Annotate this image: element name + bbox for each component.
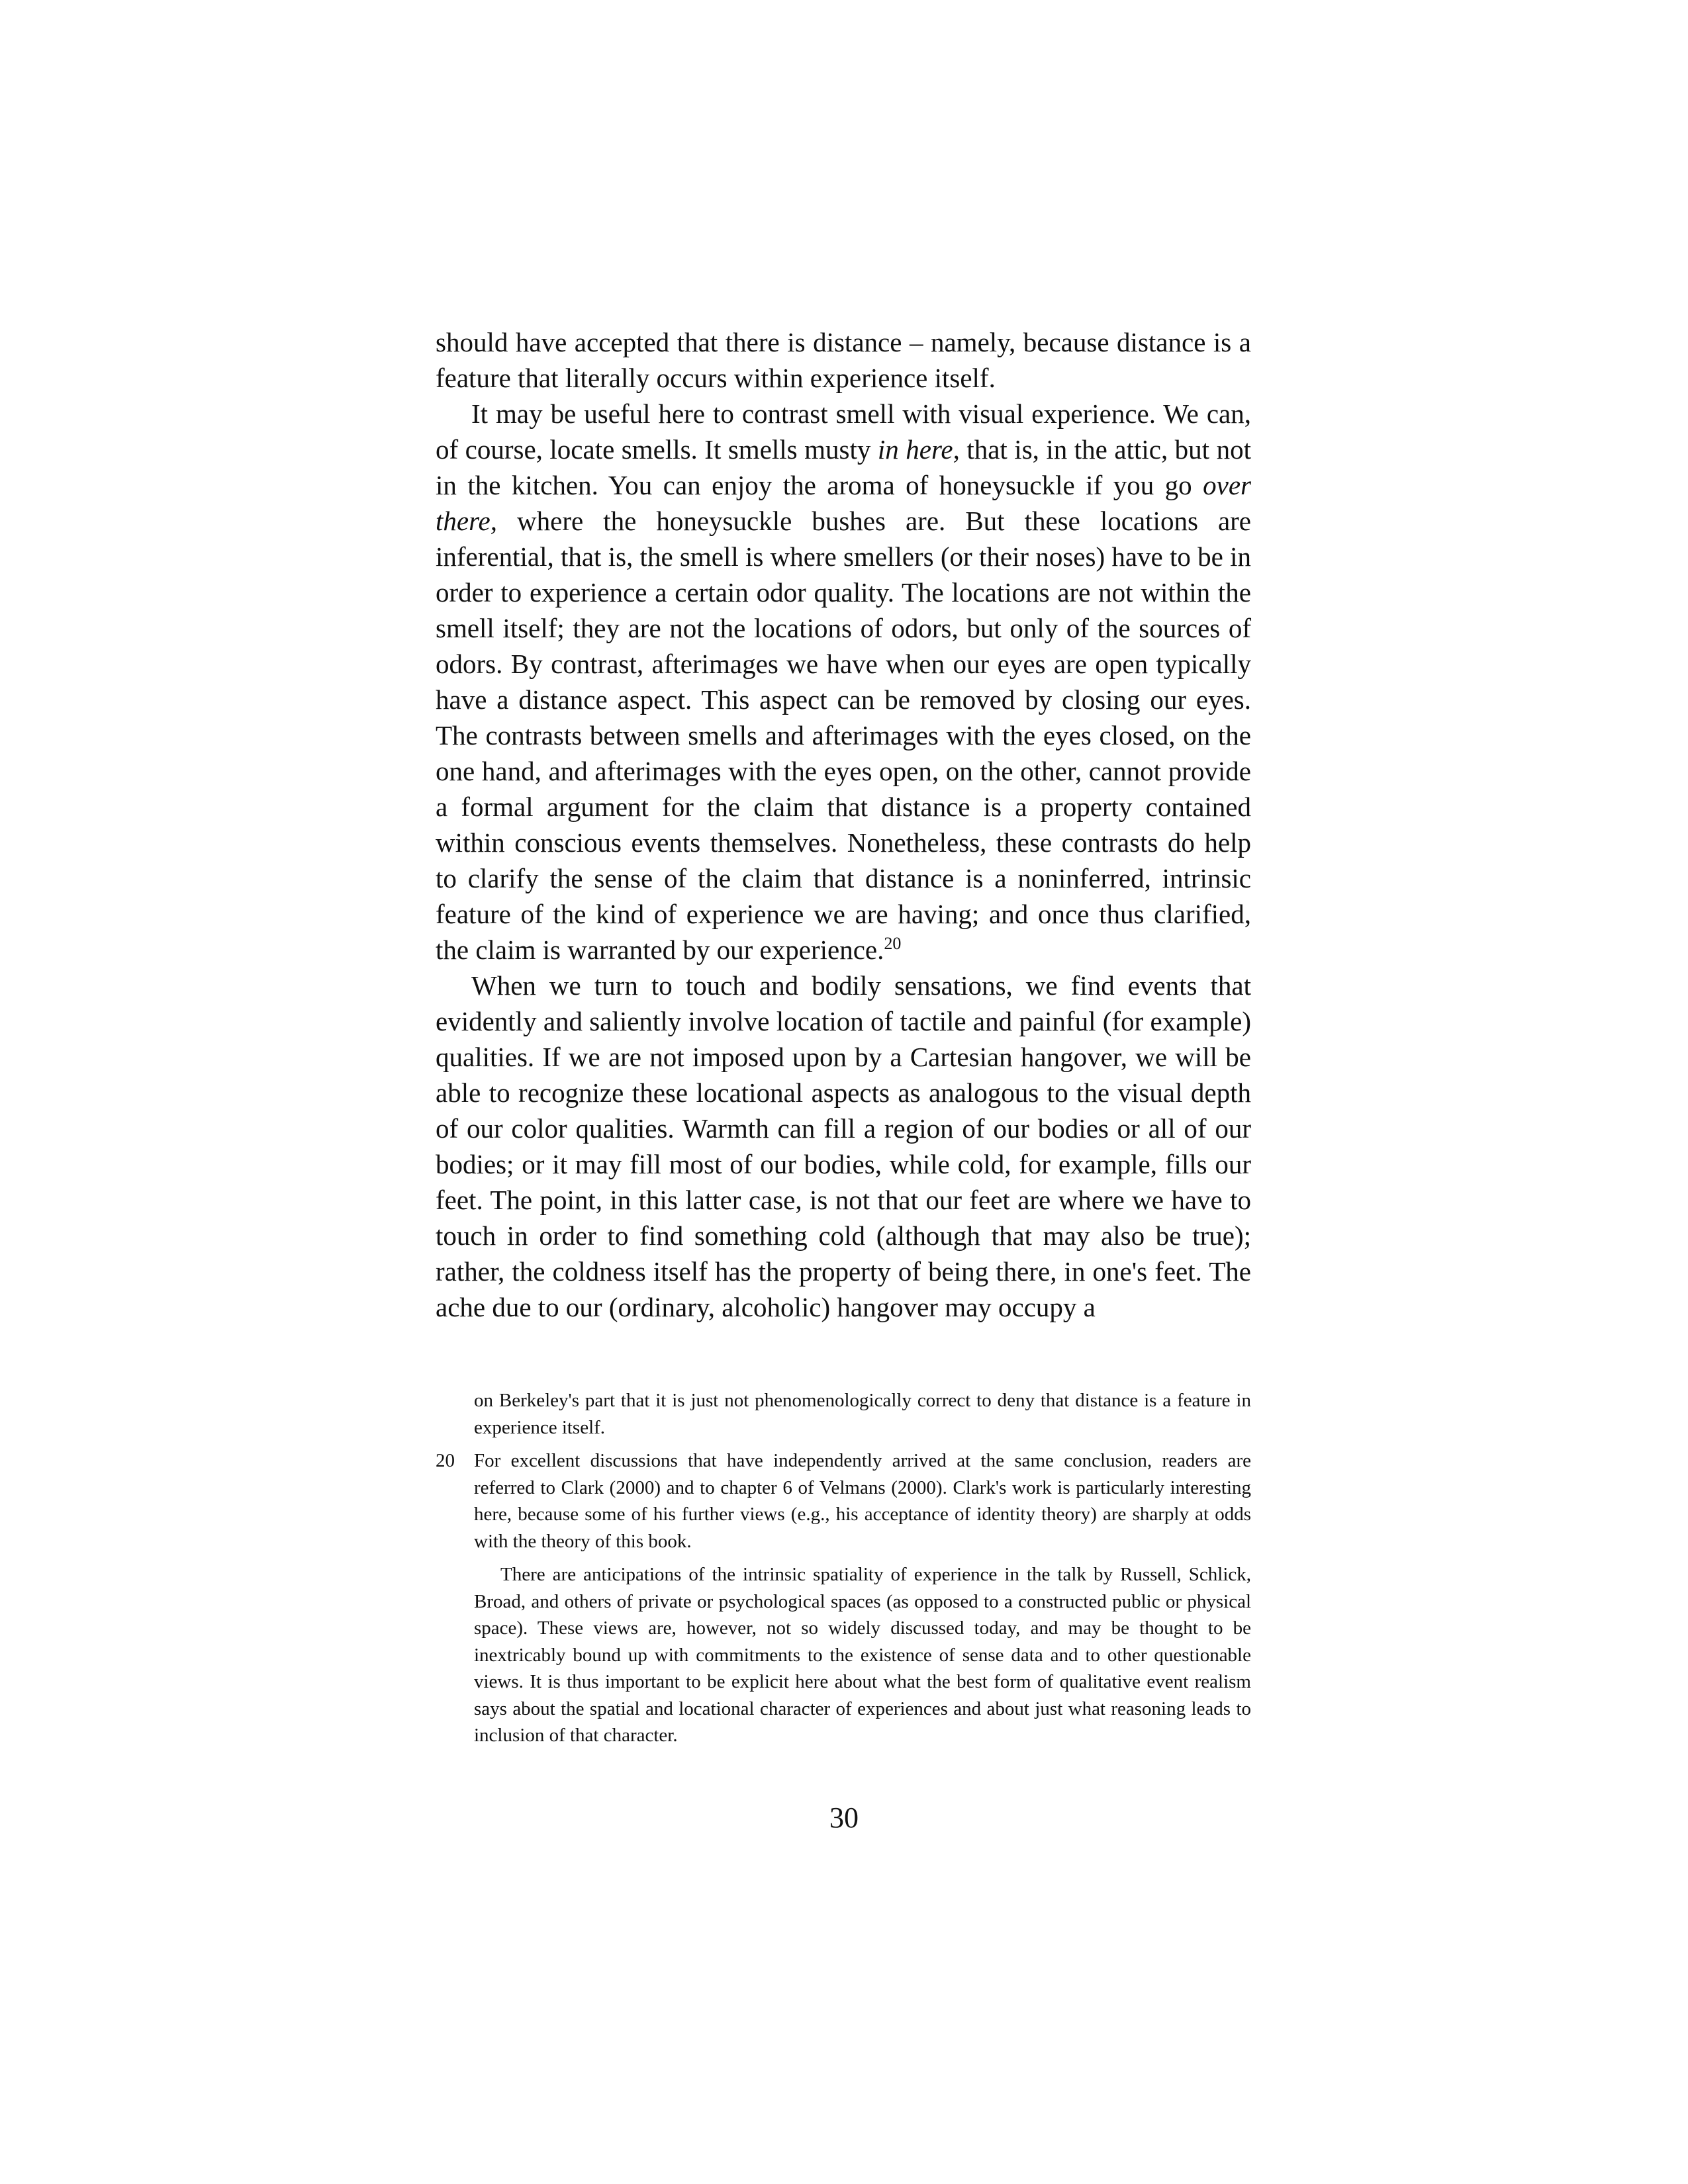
paragraph-smell-part-b: that is, in the attic, but not in the kitchen. You can enjoy the aroma of honeysuckle if you go [436,434,1251,500]
footnote-number: 20 [436,1450,455,1471]
footnote-paragraph: There are anticipations of the intrinsic spatiality of experience in the talk by Russell, Schlick, Broad, and others of private or psychological spaces (as opposed to a constructed public or physical space). These views are, however, not so widely discussed today, and may be thought to be inextricably bound up with commitments to the existence of sense data and to other questionable views. It is thus important to be explicit here about what the best form of qualitative event realism says about the spatial and locational character of experiences and about just what reasoning leads to inclusion of that character. [474,1564,1251,1746]
footnote-paragraph: For excellent discussions that have independently arrived at the same conclusion, readers are referred to Clark (2000) and to chapter 6 of Velmans (2000). Clark's work is particularly interesting here, because some of his further views (e.g., his acceptance of identity theory) are sharply at odds with the theory of this book. [474,1450,1251,1552]
paragraph-smell-part-c: where the honeysuckle bushes are. But these locations are inferential, that is, the smell is where smellers (or their noses) have to be in order to experience a certain odor quality. The locations are not within the smell itself; they are not the locations of odors, but only of the sources of odors. By contrast, afterimages we have when our eyes are open typically have a distance aspect. This aspect can be removed by closing our eyes. The contrasts between smells and afterimages with the eyes closed, on the one hand, and afterimages with the eyes open, on the other, cannot provide a formal argument for the claim that distance is a property contained within conscious events themselves. Nonetheless, these contrasts do help to clarify the sense of the claim that distance is a noninferred, intrinsic feature of the kind of experience we are having; and once thus clarified, the claim is warranted by our experience. [436,506,1251,965]
emphasis-in-here: in here, [877,434,960,465]
paragraph-continuation: should have accepted that there is distance – namely, because distance is a feature that literally occurs within experience itself. [436,327,1251,393]
footnote-continuation: on Berkeley's part that it is just not phenomenologically correct to deny that distance is a feature in experience itself. [474,1390,1251,1438]
footnotes [436,1387,1251,1749]
paragraph-smell [436,396,1251,968]
footnote-20 [436,1447,1251,1749]
paragraph-smell-part-a: It may be useful here to contrast smell with visual experience. We can, of course, locate smells. It smells musty [436,398,1251,465]
emphasis-over-there: over there, [436,470,1251,536]
footnote-reference: 20 [884,934,902,953]
page-number: 30 [829,1801,859,1834]
paragraph-touch: When we turn to touch and bodily sensations, we find events that evidently and saliently involve location of tactile and painful (for example) qualities. If we are not imposed upon by a Cartesian hangover, we will be able to recognize these locational aspects as analogous to the visual depth of our color qualities. Warmth can fill a region of our bodies or all of our bodies; or it may fill most of our bodies, while cold, for example, fills our feet. The point, in this latter case, is not that our feet are where we have to touch in order to find something cold (although that may also be true); rather, the coldness itself has the property of being there, in one's feet. The ache due to our (ordinary, alcoholic) hangover may occupy a [436,970,1251,1322]
footnote-body [474,1447,1251,1749]
main-text [436,324,1251,1325]
